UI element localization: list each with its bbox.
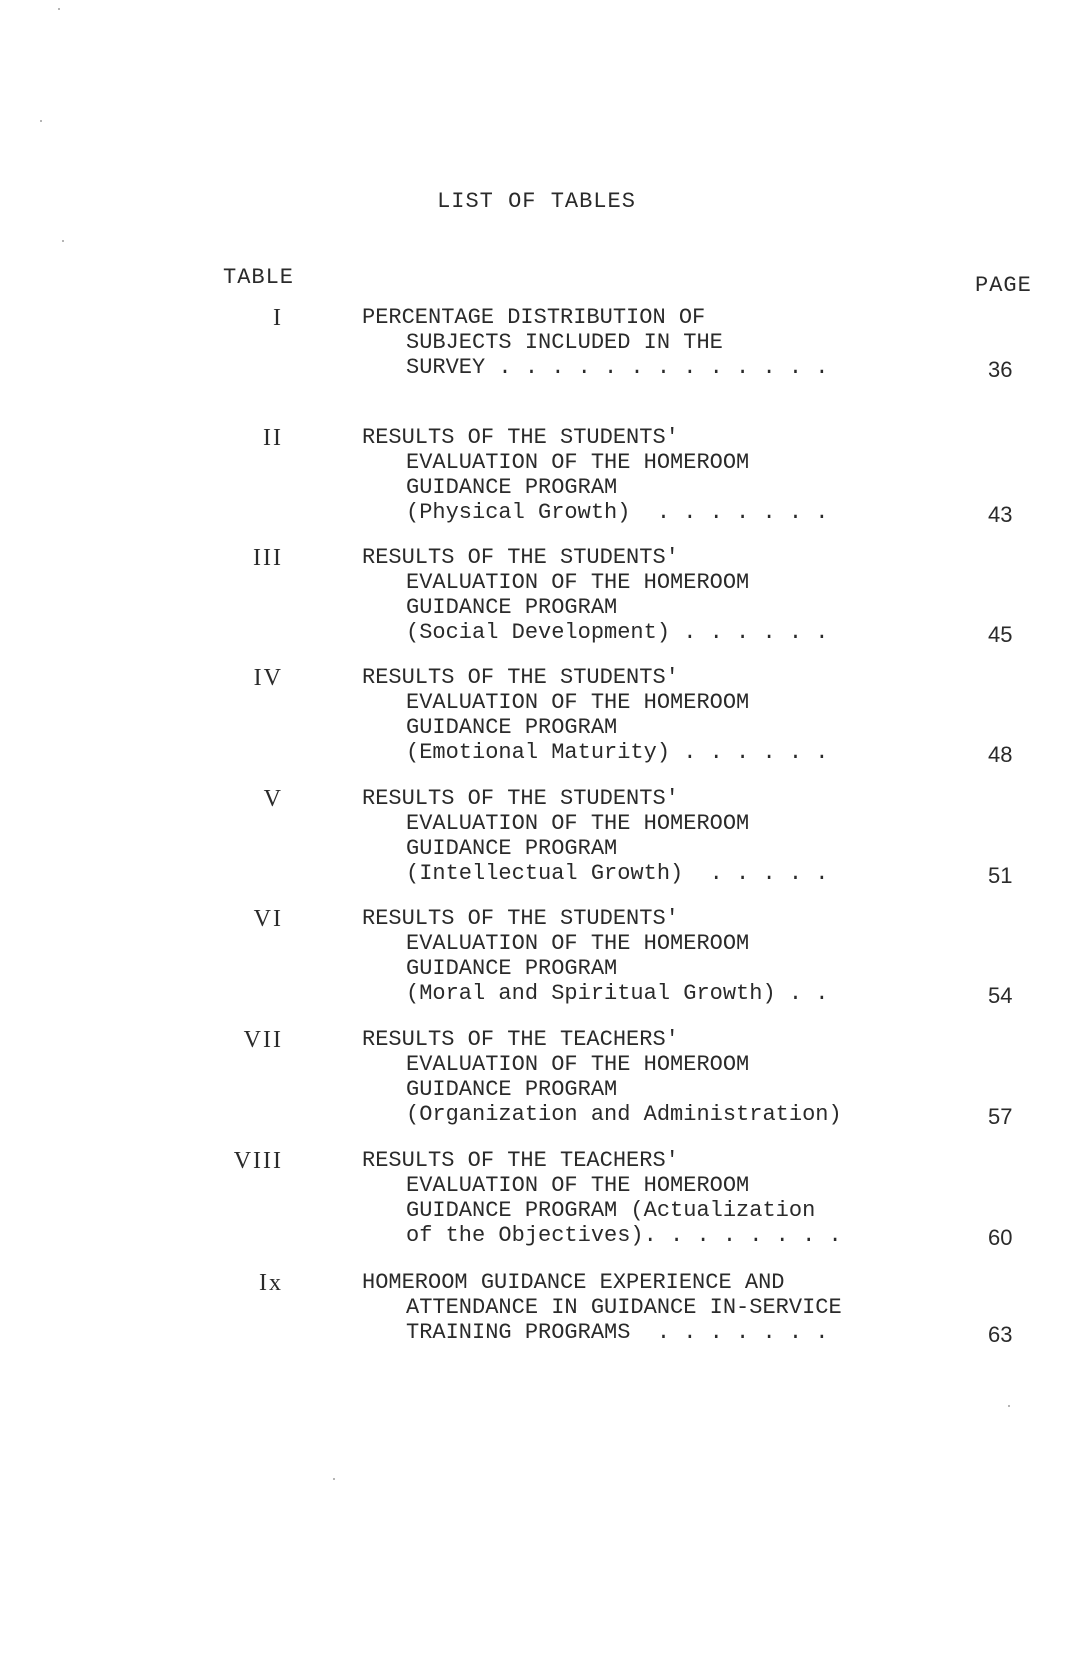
caption-line: EVALUATION OF THE HOMEROOM [406, 450, 750, 475]
caption-line: EVALUATION OF THE HOMEROOM [406, 690, 750, 715]
page-number: 48 [988, 742, 1013, 767]
table-number: II [263, 425, 283, 451]
table-caption [362, 1027, 842, 1127]
caption-line: SUBJECTS INCLUDED IN THE [406, 330, 723, 355]
caption-line: (Physical Growth) . . . . . . . [406, 500, 829, 525]
caption-line: SURVEY . . . . . . . . . . . . . [406, 355, 829, 380]
caption-line: ATTENDANCE IN GUIDANCE IN-SERVICE [406, 1295, 842, 1320]
page-number: 60 [988, 1225, 1013, 1250]
table-number: VII [243, 1027, 283, 1053]
caption-line: RESULTS OF THE STUDENTS' [362, 425, 679, 450]
caption-line: EVALUATION OF THE HOMEROOM [406, 811, 750, 836]
table-number: Ix [259, 1270, 283, 1296]
caption-line: (Social Development) . . . . . . [406, 620, 829, 645]
page-title: LIST OF TABLES [437, 189, 636, 214]
page-number: 36 [988, 357, 1013, 382]
table-number: III [253, 545, 283, 571]
caption-line: (Moral and Spiritual Growth) . . [406, 981, 829, 1006]
scan-speck [1008, 1405, 1010, 1407]
table-number: I [273, 305, 283, 331]
page-number: 51 [988, 863, 1013, 888]
table-caption [362, 1270, 842, 1345]
caption-line: RESULTS OF THE STUDENTS' [362, 665, 679, 690]
caption-line: EVALUATION OF THE HOMEROOM [406, 1052, 750, 1077]
scan-speck [58, 8, 60, 10]
table-caption [362, 305, 828, 380]
caption-line: RESULTS OF THE STUDENTS' [362, 906, 679, 931]
table-caption [362, 786, 828, 886]
page-number: 45 [988, 622, 1013, 647]
caption-line: of the Objectives). . . . . . . . [406, 1223, 842, 1248]
scan-speck [62, 240, 64, 242]
caption-line: (Emotional Maturity) . . . . . . [406, 740, 829, 765]
table-number: IV [253, 665, 283, 691]
table-caption [362, 425, 828, 525]
scan-speck [40, 120, 42, 122]
caption-line: PERCENTAGE DISTRIBUTION OF [362, 305, 706, 330]
page-column-header: PAGE [975, 273, 1032, 298]
page-number: 54 [988, 983, 1013, 1008]
table-number: VI [253, 906, 283, 932]
table-column-header: TABLE [223, 265, 295, 290]
caption-line: GUIDANCE PROGRAM [406, 836, 618, 861]
table-caption [362, 545, 828, 645]
page-number: 63 [988, 1322, 1013, 1347]
caption-line: GUIDANCE PROGRAM [406, 715, 618, 740]
caption-line: RESULTS OF THE STUDENTS' [362, 545, 679, 570]
caption-line: RESULTS OF THE TEACHERS' [362, 1027, 679, 1052]
scan-speck [333, 1478, 335, 1480]
caption-line: (Organization and Administration) [406, 1102, 842, 1127]
caption-line: GUIDANCE PROGRAM [406, 475, 618, 500]
caption-line: RESULTS OF THE STUDENTS' [362, 786, 679, 811]
table-number: V [263, 786, 283, 812]
caption-line: GUIDANCE PROGRAM [406, 956, 618, 981]
caption-line: RESULTS OF THE TEACHERS' [362, 1148, 679, 1173]
caption-line: EVALUATION OF THE HOMEROOM [406, 570, 750, 595]
table-caption [362, 665, 828, 765]
caption-line: EVALUATION OF THE HOMEROOM [406, 1173, 750, 1198]
caption-line: EVALUATION OF THE HOMEROOM [406, 931, 750, 956]
table-caption [362, 1148, 842, 1248]
caption-line: TRAINING PROGRAMS . . . . . . . [406, 1320, 829, 1345]
table-caption [362, 906, 828, 1006]
caption-line: HOMEROOM GUIDANCE EXPERIENCE AND [362, 1270, 785, 1295]
caption-line: (Intellectual Growth) . . . . . [406, 861, 829, 886]
table-number: VIII [233, 1148, 283, 1174]
page-number: 57 [988, 1104, 1013, 1129]
caption-line: GUIDANCE PROGRAM [406, 1077, 618, 1102]
caption-line: GUIDANCE PROGRAM (Actualization [406, 1198, 816, 1223]
page-number: 43 [988, 502, 1013, 527]
caption-line: GUIDANCE PROGRAM [406, 595, 618, 620]
